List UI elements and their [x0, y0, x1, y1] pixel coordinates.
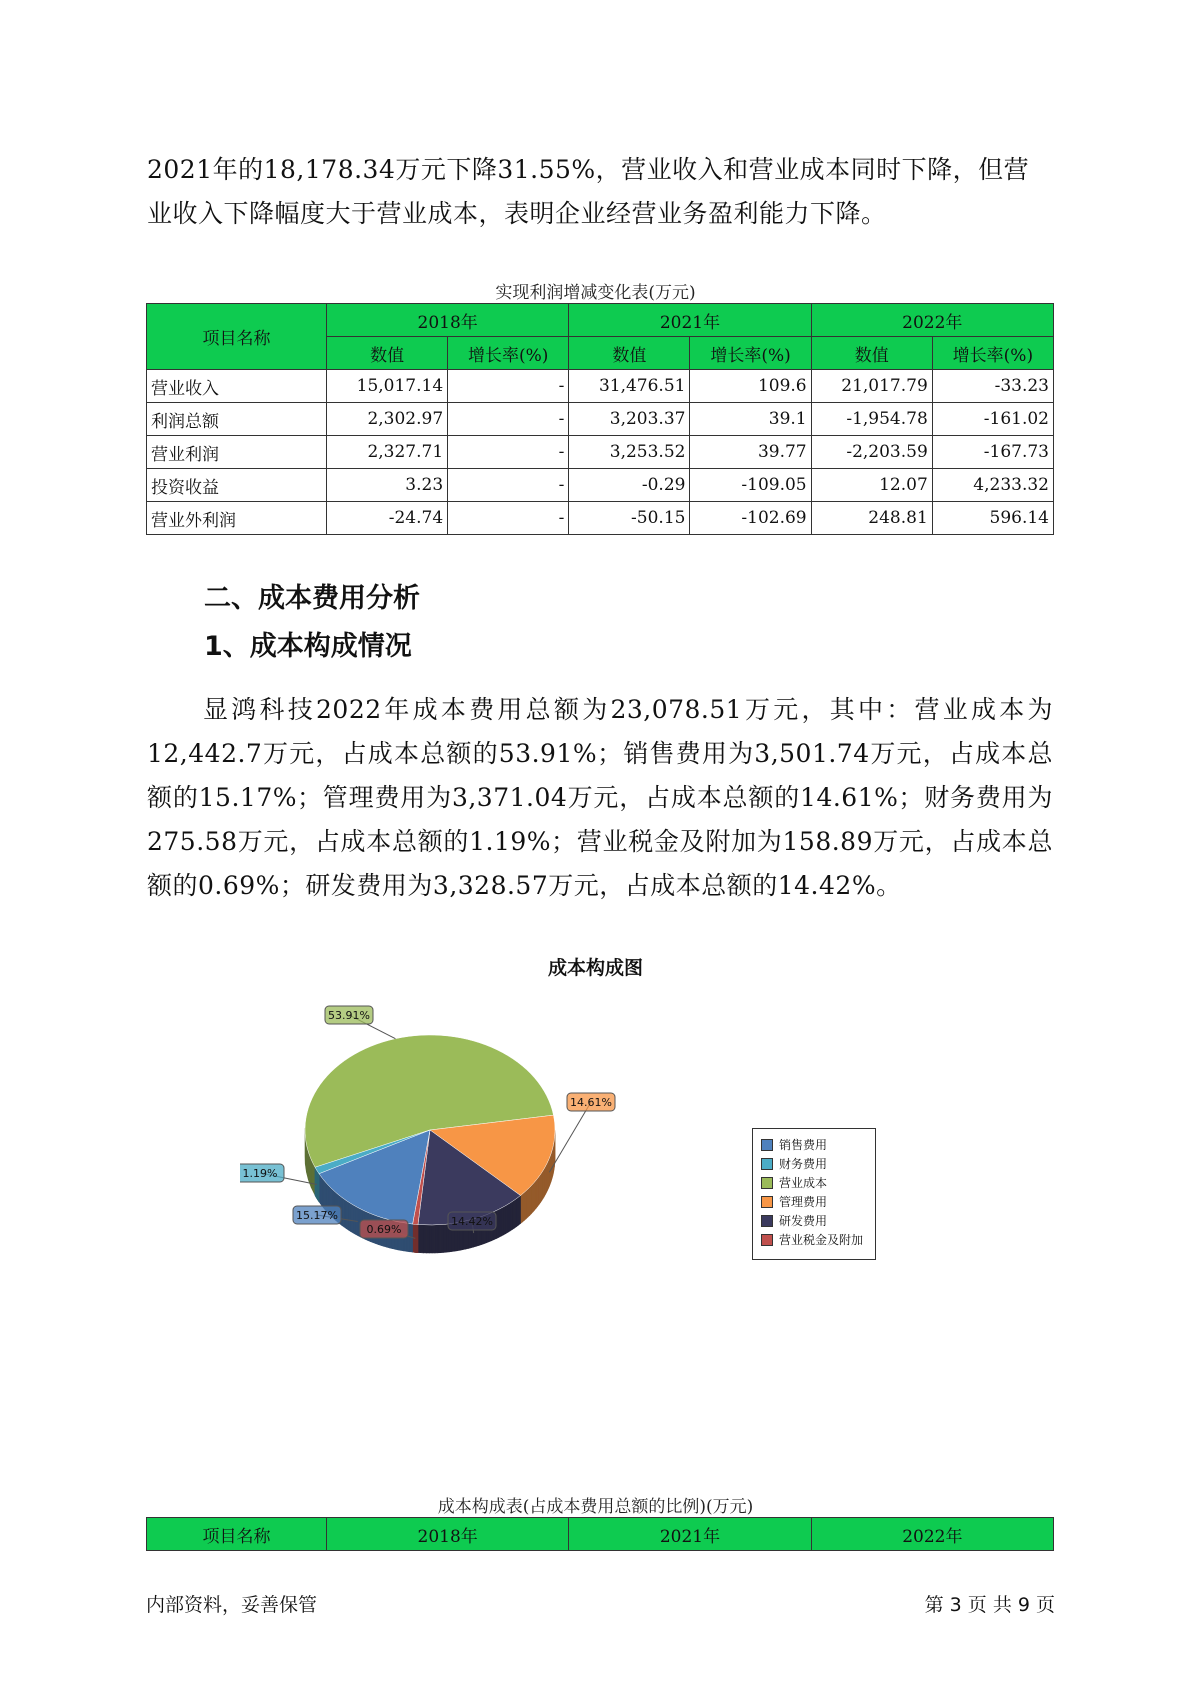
growth-subheader: 增长率(%)	[448, 337, 569, 370]
table-cell: 39.1	[690, 403, 811, 436]
intro-line-1: 2021年的18,178.34万元下降31.55%，营业收入和营业成本同时下降，但营	[147, 155, 1030, 184]
legend-swatch	[761, 1139, 773, 1151]
data-label: 14.42%	[451, 1215, 493, 1228]
table-cell: 3.23	[327, 469, 448, 502]
table-cell: -33.23	[932, 370, 1053, 403]
legend-item	[761, 1154, 869, 1173]
data-label: 14.61%	[570, 1096, 612, 1109]
data-label: 53.91%	[328, 1009, 370, 1022]
table-cell: 2,327.71	[327, 436, 448, 469]
table-cell: -2,203.59	[811, 436, 932, 469]
table-cell: 2,302.97	[327, 403, 448, 436]
cost-table-caption: 成本构成表(占成本费用总额的比例)(万元)	[437, 1497, 754, 1517]
pie-slice-side	[438, 1225, 441, 1253]
table-cell: 109.6	[690, 370, 811, 403]
pie-slice-side	[421, 1225, 424, 1253]
table-cell: -102.69	[690, 502, 811, 535]
pie-slice-side	[426, 1225, 429, 1253]
cost-table	[146, 1517, 1054, 1551]
legend-swatch	[761, 1177, 773, 1189]
legend-item	[761, 1211, 869, 1230]
legend-item	[761, 1192, 869, 1211]
legend-label: 财务费用	[779, 1157, 828, 1171]
row-label: 营业外利润	[147, 502, 327, 535]
year-header: 2018年	[327, 1518, 569, 1551]
label-leader-line	[549, 1102, 591, 1172]
legend-swatch	[761, 1234, 773, 1246]
table-cell: 596.14	[932, 502, 1053, 535]
data-label: 1.19%	[242, 1167, 278, 1180]
pie-slice-side	[504, 1206, 506, 1235]
table-cell: -	[448, 436, 569, 469]
legend-swatch	[761, 1215, 773, 1227]
pie-slice-side	[499, 1208, 501, 1237]
legend-label: 营业成本	[779, 1176, 828, 1190]
pie-slice-side	[508, 1203, 510, 1232]
row-label: 利润总额	[147, 403, 327, 436]
pie-slice-side	[517, 1197, 519, 1227]
year-header: 2022年	[811, 1518, 1053, 1551]
pie-slice-side	[353, 1205, 355, 1234]
pie-slice-side	[424, 1225, 427, 1253]
table-cell: 3,253.52	[569, 436, 690, 469]
pie-slice-side	[351, 1203, 353, 1232]
cost-paragraph: 显鸿科技2022年成本费用总额为23,078.51万元，其中：营业成本为12,442.7万元，占成本总额的53.91%；销售费用为3,501.74万元，占成本总额的15.17%；管理费用为3,371.04万元，占成本总额的14.61%；财务费用为275.58万元，占成本总额的1.19%；营业税金及附加为158.89万元，占成本总额的0.69%；研发费用为3,328.57万元，占成本总额的14.42%。	[147, 695, 1053, 900]
table-cell: -0.29	[569, 469, 690, 502]
year-header: 2021年	[569, 1518, 811, 1551]
chart-legend	[752, 1128, 876, 1260]
pie-slice-side	[441, 1224, 444, 1252]
pie-slice-side	[418, 1225, 421, 1253]
table-cell: -	[448, 370, 569, 403]
table-cell: -1,954.78	[811, 403, 932, 436]
year-header: 2018年	[327, 304, 569, 337]
legend-swatch	[761, 1196, 773, 1208]
pie-slice-side	[432, 1225, 435, 1253]
table-cell: -161.02	[932, 403, 1053, 436]
row-label: 营业利润	[147, 436, 327, 469]
item-name-header: 项目名称	[147, 304, 327, 370]
intro-line-2: 业收入下降幅度大于营业成本，表明企业经营业务盈利能力下降。	[147, 199, 887, 228]
section-heading: 二、成本费用分析	[204, 583, 420, 614]
pie-slice-side	[346, 1200, 348, 1229]
item-name-header: 项目名称	[147, 1518, 327, 1551]
row-label: 投资收益	[147, 469, 327, 502]
value-subheader: 数值	[327, 337, 448, 370]
pie-slice-side	[443, 1224, 446, 1252]
legend-item	[761, 1230, 869, 1249]
pie-slice-side	[501, 1207, 503, 1236]
table-cell: 12.07	[811, 469, 932, 502]
data-label: 15.17%	[296, 1209, 338, 1222]
table-cell: 15,017.14	[327, 370, 448, 403]
data-label: 0.69%	[366, 1223, 402, 1236]
pie-slice-side	[510, 1201, 512, 1230]
row-label: 营业收入	[147, 370, 327, 403]
table-cell: -50.15	[569, 502, 690, 535]
footer-left: 内部资料，妥善保管	[146, 1594, 318, 1616]
table-row	[147, 436, 1054, 469]
legend-item	[761, 1173, 869, 1192]
legend-label: 销售费用	[779, 1138, 828, 1152]
table-cell: 31,476.51	[569, 370, 690, 403]
pie-slice-side	[342, 1197, 344, 1227]
pie-slice-side	[514, 1199, 516, 1228]
legend-label: 研发费用	[779, 1214, 828, 1228]
cost-pie-chart	[240, 1000, 660, 1280]
subsection-heading: 1、成本构成情况	[204, 631, 412, 662]
table-cell: 4,233.32	[932, 469, 1053, 502]
pie-slice-side	[348, 1202, 350, 1231]
table-cell: 39.77	[690, 436, 811, 469]
profit-table-caption: 实现利润增减变化表(万元)	[495, 283, 696, 303]
pie-slice-side	[344, 1199, 346, 1229]
pie-slice-side	[435, 1225, 438, 1253]
pie-slice-side	[512, 1200, 514, 1229]
table-cell: -	[448, 403, 569, 436]
table-row	[147, 502, 1054, 535]
table-row	[147, 370, 1054, 403]
table-cell: 248.81	[811, 502, 932, 535]
table-cell: 3,203.37	[569, 403, 690, 436]
table-cell: -	[448, 502, 569, 535]
page-number: 第 3 页 共 9 页	[924, 1594, 1055, 1616]
profit-table	[146, 303, 1054, 535]
table-row	[147, 469, 1054, 502]
legend-label: 营业税金及附加	[779, 1233, 864, 1247]
year-header: 2022年	[811, 304, 1053, 337]
year-header: 2021年	[569, 304, 811, 337]
value-subheader: 数值	[569, 337, 690, 370]
legend-swatch	[761, 1158, 773, 1170]
table-cell: -109.05	[690, 469, 811, 502]
growth-subheader: 增长率(%)	[932, 337, 1053, 370]
pie-slice-side	[506, 1204, 508, 1233]
table-cell: -167.73	[932, 436, 1053, 469]
table-cell: -	[448, 469, 569, 502]
chart-title: 成本构成图	[547, 957, 643, 979]
legend-item	[761, 1135, 869, 1154]
table-row	[147, 403, 1054, 436]
intro-paragraph	[147, 148, 1053, 236]
value-subheader: 数值	[811, 337, 932, 370]
table-cell: 21,017.79	[811, 370, 932, 403]
table-cell: -24.74	[327, 502, 448, 535]
legend-label: 管理费用	[779, 1195, 828, 1209]
pie-slice-side	[429, 1225, 432, 1253]
growth-subheader: 增长率(%)	[690, 337, 811, 370]
pie-slice-side	[496, 1209, 498, 1238]
